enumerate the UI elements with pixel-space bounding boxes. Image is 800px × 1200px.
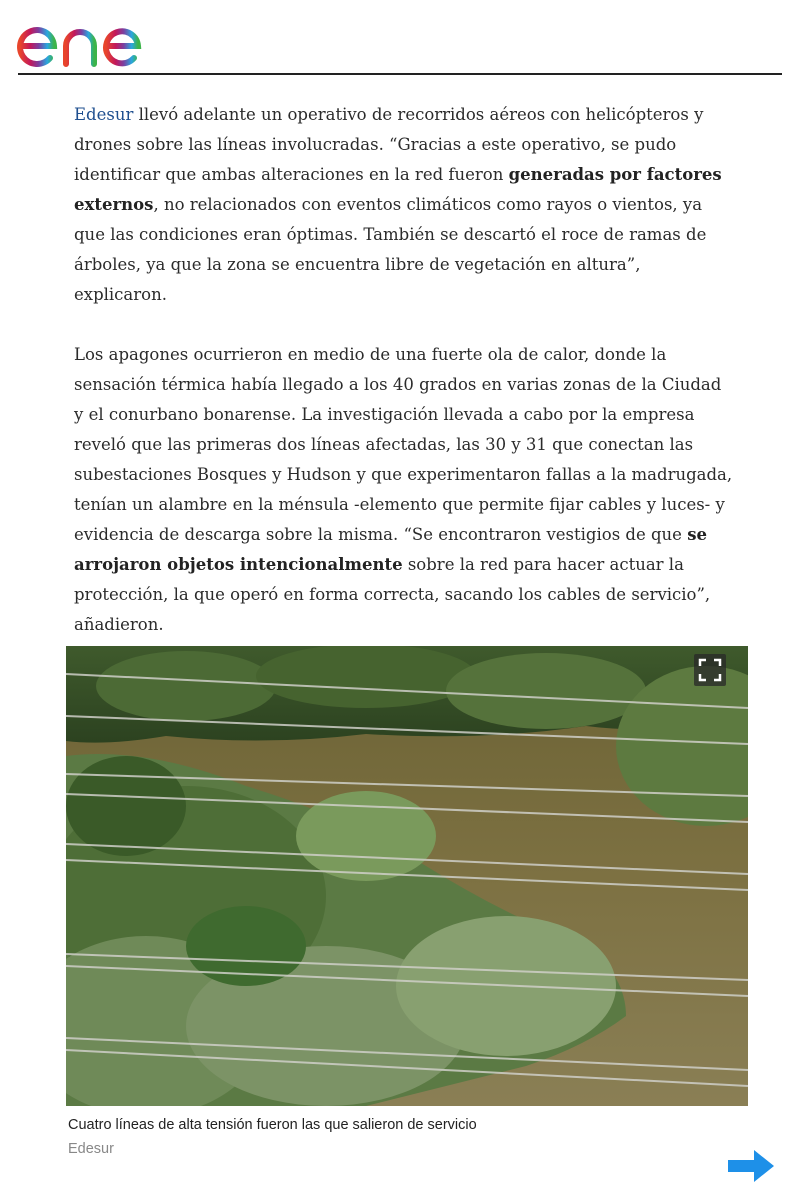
article-photo[interactable] <box>66 646 748 1106</box>
article-paragraph-1 <box>74 100 734 310</box>
arrow-right-icon[interactable] <box>724 1146 778 1186</box>
bold-phrase: se arrojaron objetos intencionalmente <box>74 525 707 574</box>
paragraph-text: Los apagones ocurrieron en medio de una fuerte ola de calor, donde la sensación térmica había llegado a los 40 grados en varias zonas de la Ciudad y el conurbano bonarense. La investigación llevada a cabo por la empresa reveló que las primeras dos líneas afectadas, las 30 y 31 que conectan las subestaciones Bosques y Hudson y que experimentaron fallas a la madrugada, tenían un alambre en la ménsula -elemento que permite fijar cables y luces- y evidencia de descarga sobre la misma. “Se encontraron vestigios de que <box>74 345 733 544</box>
photo-caption: Cuatro líneas de alta tensión fueron las que salieron de servicio <box>68 1117 477 1133</box>
header-divider <box>18 73 782 75</box>
site-header <box>0 0 800 76</box>
bold-phrase: generadas por factores externos <box>74 165 722 214</box>
paragraph-text: , no relacionados con eventos climáticos como rayos o vientos, ya que las condiciones eran óptimas. También se descartó el roce de ramas de árboles, ya que la zona se encuentra libre de vegetación en altura”, explicaron. <box>74 195 707 304</box>
expand-image-button[interactable] <box>694 654 726 686</box>
photo-credit: Edesur <box>68 1141 114 1157</box>
paragraph-text: sobre la red para hacer actuar la protección, la que operó en forma correcta, sacando los cables de servicio”, añadieron. <box>74 555 711 634</box>
enel-logo[interactable] <box>16 8 172 68</box>
edesur-link[interactable]: Edesur <box>74 105 134 124</box>
article-paragraph-2 <box>74 340 734 640</box>
article-body <box>74 100 734 670</box>
expand-icon <box>694 654 726 686</box>
paragraph-text: llevó adelante un operativo de recorridos aéreos con helicópteros y drones sobre las líneas involucradas. “Gracias a este operativo, se pudo identificar que ambas alteraciones en la red fueron <box>74 105 704 184</box>
river-power-lines-photo <box>66 646 748 1106</box>
